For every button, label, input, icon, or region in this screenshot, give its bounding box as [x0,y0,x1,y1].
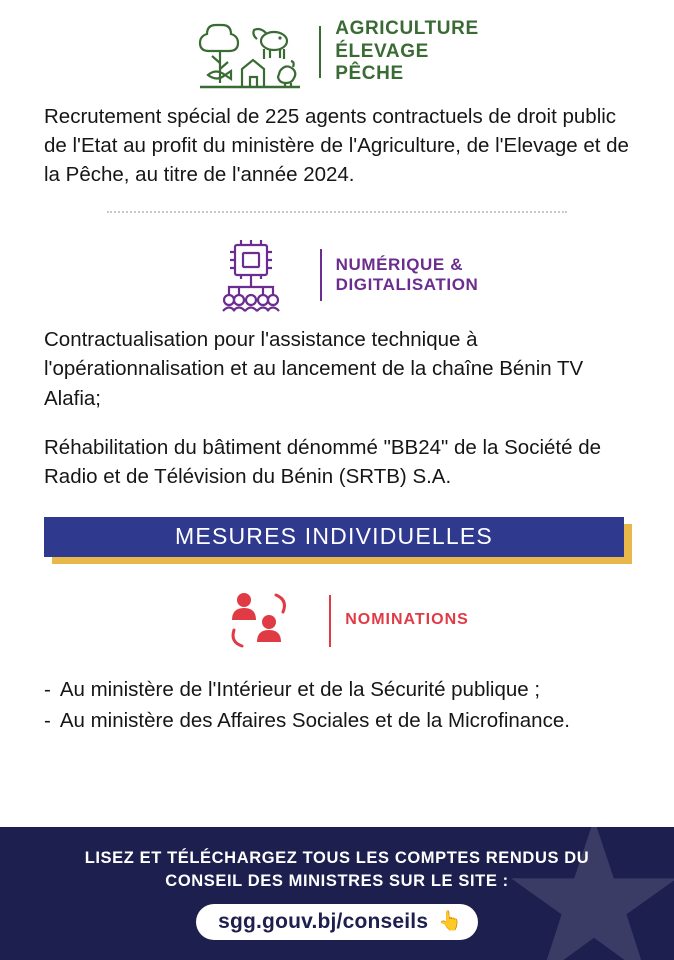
section-title-line: DIGITALISATION [335,275,479,295]
section-header-nominations [44,569,630,665]
banner-mesures-individuelles [44,517,630,561]
paragraph-agriculture-1: Recrutement spécial de 225 agents contractuels de droit public de l'Etat au profit du ministère de l'Agriculture, de l'Elevage et de la Pêche, au titre de l'année 2024. [44,105,629,187]
section-title-agriculture [335,18,478,85]
microchip-network-icon [196,231,306,319]
section-title-nominations: NOMINATIONS [345,611,469,629]
section-header-numerique [44,223,630,319]
footer-line-2: CONSEIL DES MINISTRES SUR LE SITE : [165,871,509,890]
list-item [44,675,630,704]
list-item-label: Au ministère de l'Intérieur et de la Sécurité publique ; [59,677,541,701]
banner-label: MESURES INDIVIDUELLES [175,523,493,550]
website-url[interactable]: sgg.gouv.bj/conseils [218,909,429,933]
section-title-line: NUMÉRIQUE & [335,255,464,275]
section-header-agriculture [44,0,630,96]
section-divider [320,249,322,301]
website-url-pill[interactable] [196,904,478,940]
section-divider [329,595,331,647]
section-title-line: PÊCHE [335,63,404,85]
banner-bar [44,517,624,557]
footer [0,827,674,960]
section-title-numerique [336,255,479,295]
tree-cow-chicken-icon [195,8,305,96]
list-item [44,706,630,735]
list-item-label: Au ministère des Affaires Sociales et de la Microfinance. [59,708,570,732]
two-people-icon [205,577,315,665]
paragraph-numerique-2: Réhabilitation du bâtiment dénommé "BB24" de la Société de Radio et de Télévision du Bénin (SRTB) S.A. [44,435,602,488]
paragraph-numerique-1: Contractualisation pour l'assistance technique à l'opérationnalisation et au lancement de la chaîne Bénin TV Alafia; [44,328,584,410]
list-dash: - [44,677,51,701]
pointing-hand-icon: 👆 [438,911,462,933]
dotted-separator [107,211,567,213]
section-title-line: AGRICULTURE [335,18,479,40]
section-divider [319,26,321,78]
section-title-line: ÉLEVAGE [335,40,429,62]
nominations-list [44,675,630,735]
footer-line-1: LISEZ ET TÉLÉCHARGEZ TOUS LES COMPTES RENDUS DU [84,849,590,868]
list-dash: - [44,708,51,732]
